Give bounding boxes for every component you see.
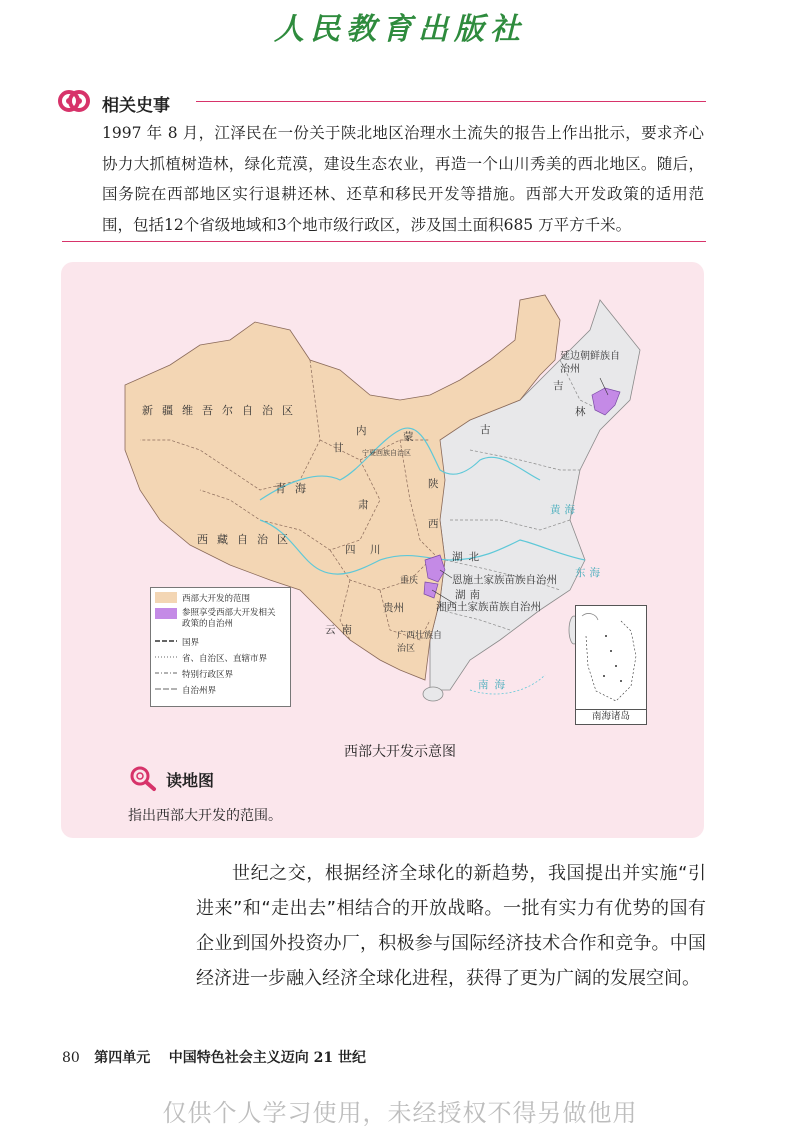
legend-swatch-west bbox=[155, 592, 177, 603]
label-xinjiang: 新疆维吾尔自治区 bbox=[142, 404, 302, 417]
chapter-title: 中国特色社会主义迈向 21 世纪 bbox=[168, 1050, 366, 1066]
label-gansu: 甘 bbox=[333, 442, 344, 454]
label-neimenggu-3: 古 bbox=[480, 424, 491, 436]
publisher-logo: 人民教育出版社 bbox=[274, 12, 526, 47]
label-gansu-2: 肃 bbox=[358, 499, 369, 511]
label-shaanxi-2: 西 bbox=[428, 518, 439, 530]
watermark: 仅供个人学习使用，未经授权不得另做他用 bbox=[162, 1099, 638, 1127]
label-yunnan: 云南 bbox=[325, 624, 358, 636]
legend-item-prefecture-border bbox=[155, 684, 216, 696]
label-nanhai: 南海 bbox=[478, 679, 511, 691]
label-huanghai: 黄海 bbox=[550, 504, 579, 516]
map-legend bbox=[150, 587, 291, 707]
south-china-sea-inset bbox=[575, 605, 647, 725]
label-ningxia: 宁夏回族自治区 bbox=[362, 449, 411, 457]
legend-label-province: 省、自治区、直辖市界 bbox=[182, 654, 268, 664]
legend-label-prefecture: 参照享受西部大开发相关政策的自治州 bbox=[182, 608, 276, 629]
legend-item-west bbox=[155, 592, 250, 604]
legend-line-national bbox=[155, 638, 177, 644]
legend-line-sar bbox=[155, 670, 177, 676]
legend-line-province bbox=[155, 654, 177, 660]
legend-label-west: 西部大开发的范围 bbox=[182, 594, 251, 604]
label-hubei: 湖北 bbox=[452, 551, 485, 563]
page-number: 80 bbox=[62, 1050, 80, 1066]
page-footer bbox=[62, 1047, 366, 1067]
label-neimenggu-2: 蒙 bbox=[403, 431, 414, 443]
legend-item-province-border bbox=[155, 652, 267, 664]
main-paragraph: 世纪之交，根据经济全球化的新趋势，我国提出并实施“引进来”和“走出去”相结合的开放战略。一批有实力有优势的国有企业到国外投资办厂，积极参与国际经济技术合作和竞争。中国经济进一步融入经济全球化进程，获得了更为广阔的发展空间。 bbox=[196, 863, 706, 989]
main-text bbox=[196, 856, 706, 996]
label-enshi: 恩施土家族苗族自治州 bbox=[452, 574, 557, 586]
label-xiangxi: 湘西土家族苗族自治州 bbox=[436, 601, 541, 613]
label-jilin: 吉 bbox=[553, 380, 564, 392]
label-neimenggu-1: 内 bbox=[356, 425, 367, 437]
label-xizang: 西藏自治区 bbox=[197, 533, 297, 546]
read-map-title: 读地图 bbox=[166, 771, 215, 790]
legend-label-prefecture-border: 自治州界 bbox=[182, 686, 217, 696]
legend-item-sar-border bbox=[155, 668, 233, 680]
legend-swatch-prefecture bbox=[155, 608, 177, 619]
label-yanbian: 延边朝鲜族自治州 bbox=[560, 351, 620, 375]
label-sichuan: 四 川 bbox=[345, 544, 383, 556]
history-paragraph: 1997 年 8 月，江泽民在一份关于陕北地区治理水土流失的报告上作出批示，要求齐心协力大抓植树造林，绿化荒漠，建设生态农业，再造一个山川秀美的西北地区。随后，国务院在西部地区实行退耕还林、还草和移民开发等措施。西部大开发政策的适用范围，包括12个省级地域和3个地市级行政区，涉及国土面积685 万平方千米。 bbox=[102, 124, 704, 234]
legend-item-national-border bbox=[155, 636, 199, 648]
label-guangxi: 广西壮族自治区 bbox=[397, 631, 443, 654]
south-china-sea-label: 南海诸岛 bbox=[576, 709, 646, 724]
hainan-island bbox=[423, 687, 443, 701]
label-shaanxi-1: 陕 bbox=[428, 478, 439, 490]
history-title: 相关史事 bbox=[102, 96, 170, 116]
label-qinghai: 青海 bbox=[275, 482, 315, 495]
unit-title: 第四单元 bbox=[94, 1050, 151, 1066]
legend-label-sar: 特别行政区界 bbox=[182, 670, 234, 680]
label-chongqing: 重庆 bbox=[400, 576, 419, 586]
label-hunan: 湖南 bbox=[455, 589, 484, 601]
south-china-sea-islands bbox=[576, 606, 646, 710]
read-map-question: 指出西部大开发的范围。 bbox=[128, 808, 282, 824]
legend-label-national: 国界 bbox=[182, 638, 200, 648]
legend-line-prefecture bbox=[155, 686, 177, 692]
label-guizhou: 贵州 bbox=[383, 602, 404, 614]
label-jilin-2: 林 bbox=[575, 406, 586, 418]
legend-item-prefecture bbox=[155, 608, 286, 630]
label-donghai: 东海 bbox=[575, 567, 604, 579]
map-caption: 西部大开发示意图 bbox=[344, 744, 456, 760]
magnifier-icon bbox=[128, 764, 158, 792]
